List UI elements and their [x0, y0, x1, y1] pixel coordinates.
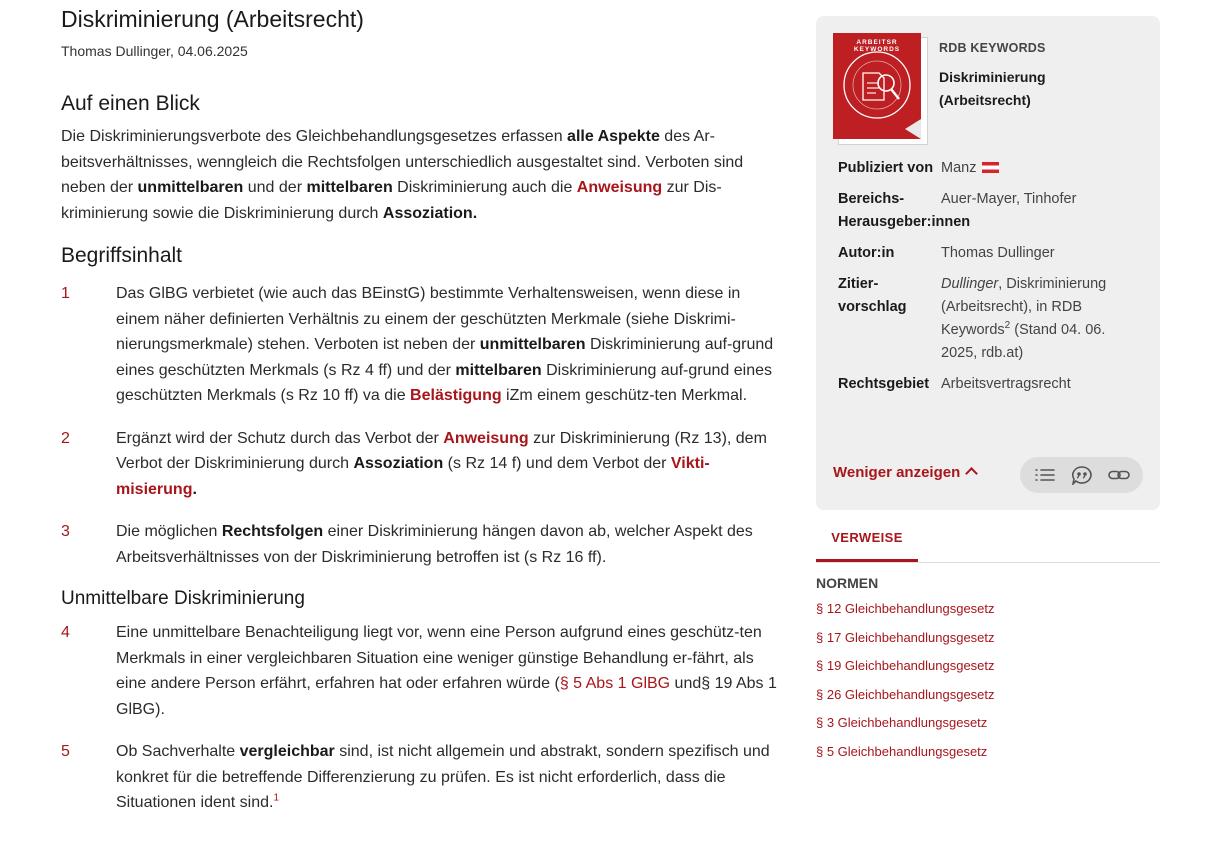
link-5-abs-1-glbg[interactable]: § 5 Abs 1 GlBG	[559, 675, 671, 692]
meta-row-publisher	[838, 157, 1138, 180]
meta-key: Bereichs-Herausgeber:innen	[838, 191, 971, 230]
meta-key: Zitier-vorschlag	[838, 276, 907, 315]
footnote-1-link[interactable]: 1	[273, 792, 280, 804]
list-icon	[1033, 465, 1057, 485]
randziffer-number: 2	[61, 429, 70, 447]
meta-value: Manz	[941, 157, 1138, 180]
meta-value: Auer-Mayer, Tinhofer	[941, 191, 1077, 207]
randziffer-number: 5	[61, 743, 70, 760]
meta-value: Arbeitsvertragsrecht	[941, 376, 1071, 392]
cover-text-arc: ARBEITSR KEYWORDS	[853, 39, 901, 53]
randziffer-3	[61, 519, 777, 570]
meta-key: Rechtsgebiet	[838, 376, 930, 392]
heading-unmittelbar: Unmittelbare Diskriminierung	[61, 588, 305, 609]
randziffer-text: Eine unmittelbare Benachteiligung liegt vor, wenn eine Person aufgrund eines geschütz-ten Merkmals in einer vergleichbaren Situation eine weniger günstige Behandlung er-fährt, als eine andere Person erfährt, erfahren hat oder erfahren würde (§ 5 Abs 1 GlBG und§ 19 Abs 1 GlBG).	[116, 624, 777, 718]
randziffer-2	[61, 426, 777, 503]
show-less-button[interactable]	[833, 464, 976, 481]
show-less-label: Weniger anzeigen	[833, 464, 961, 481]
norm-link[interactable]: § 19 Gleichbehandlungsgesetz	[816, 658, 995, 673]
sidebar-tabs	[816, 521, 1160, 563]
meta-row-rechtsgebiet	[838, 373, 1138, 396]
meta-value: Thomas Dullinger	[941, 245, 1055, 261]
link-anweisung[interactable]: Anweisung	[576, 179, 663, 196]
norm-link[interactable]: § 17 Gleichbehandlungsgesetz	[816, 629, 995, 645]
norm-link[interactable]: § 5 Gleichbehandlungsgesetz	[816, 743, 988, 759]
link-icon[interactable]	[1107, 465, 1131, 485]
randziffer-text: Ergänzt wird der Schutz durch das Verbot der Anweisung zur Diskriminierung (Rz 13), dem Verbot der Diskriminierung durch Assoziation (s Rz 14 f) und dem Verbot der Vikti-misierung.	[116, 429, 767, 498]
metadata-list	[838, 157, 1138, 404]
heading-glance: Auf einen Blick	[61, 92, 200, 115]
normen-heading: NORMEN	[816, 575, 879, 591]
link-viktimisierung[interactable]: Vikti-misierung	[116, 455, 710, 498]
quote-icon	[1070, 465, 1094, 485]
toolbar-pill	[1020, 457, 1143, 493]
list-icon[interactable]	[1033, 465, 1057, 485]
meta-row-citation	[838, 273, 1138, 365]
meta-key: Autor:in	[838, 245, 895, 261]
meta-row-author	[838, 242, 1138, 265]
randziffer-4	[61, 620, 777, 722]
norm-link[interactable]: § 26 Gleichbehandlungsgesetz	[816, 686, 995, 702]
book-cover	[833, 33, 925, 141]
norm-link[interactable]: § 12 Gleichbehandlungsgesetz	[816, 601, 995, 616]
randziffer-text: Ob Sachverhalte vergleichbar sind, ist nicht allgemein und abstrakt, sondern spezifisch und konkret für die betreffende Differenzierung zu prüfen. Es ist nicht erforderlich, dass die Situationen ident sind.$^1$	[116, 743, 770, 811]
meta-row-editors	[838, 188, 1138, 234]
article	[61, 0, 777, 816]
link-icon	[1107, 465, 1131, 485]
page-title: Diskriminierung (Arbeitsrecht)	[61, 6, 364, 32]
chevron-up-icon	[965, 467, 978, 480]
link-belaestigung[interactable]: Belästigung	[410, 387, 502, 404]
quote-icon[interactable]	[1070, 465, 1094, 485]
norm-link[interactable]: § 3 Gleichbehandlungsgesetz	[816, 715, 988, 730]
cover-front	[833, 33, 921, 139]
meta-key: Publiziert von	[838, 160, 934, 176]
byline: Thomas Dullinger, 04.06.2025	[61, 43, 248, 59]
normen-list	[816, 599, 995, 770]
randziffer-number: 1	[61, 285, 70, 302]
link-anweisung-2[interactable]: Anweisung	[443, 429, 529, 447]
meta-value: Dullinger, Diskriminierung (Arbeitsrecht), in RDB Keywords$^2$ (Stand 04. 06. 2025, rdb.at)	[941, 276, 1107, 361]
austria-flag-icon	[982, 162, 999, 173]
randziffer-text: Die möglichen Rechtsfolgen einer Diskriminierung hängen davon ab, welcher Aspekt des Arbeitsverhältnisses von der Diskriminierung betroffen ist (s Rz 16 ff).	[116, 523, 753, 566]
glance-paragraph: Die Diskriminierungsverbote des Gleichbehandlungsgesetzes erfassen alle Aspekte des Ar-beitsverhältnisses, wenngleich die Rechtsfolgen unterschiedlich ausgestaltet sind. Verboten sind neben der unmittelbaren und der mittelbaren Diskriminierung auch die Anweisung zur Dis-kriminierung sowie die Diskriminierung durch Assoziation.	[61, 128, 744, 222]
card-title: Diskriminierung (Arbeitsrecht)	[939, 69, 1046, 108]
tab-verweise[interactable]: VERWEISE	[816, 521, 918, 562]
info-card	[816, 16, 1160, 510]
randziffer-text: Das GlBG verbietet (wie auch das BEinstG) bestimmte Verhaltensweisen, wenn diese in einem näher definierten Verhältnis zu einem der geschützten Merkmale (siehe Diskrimi-nierungsmerkmale) stehen. Verboten ist neben der unmittelbaren Diskriminierung auf-grund eines geschützten Merkmals (s Rz 4 ff) und der mittelbaren Diskriminierung auf-grund eines geschützten Merkmals (s Rz 10 ff) va die Belästigung iZm einem geschütz-ten Merkmal.	[116, 285, 774, 404]
series-label: RDB KEYWORDS	[939, 41, 1046, 55]
randziffer-1	[61, 281, 777, 409]
randziffer-5	[61, 739, 777, 816]
randziffer-number: 4	[61, 624, 70, 641]
heading-begriffsinhalt: Begriffsinhalt	[61, 244, 183, 267]
randziffer-number: 3	[61, 523, 70, 540]
